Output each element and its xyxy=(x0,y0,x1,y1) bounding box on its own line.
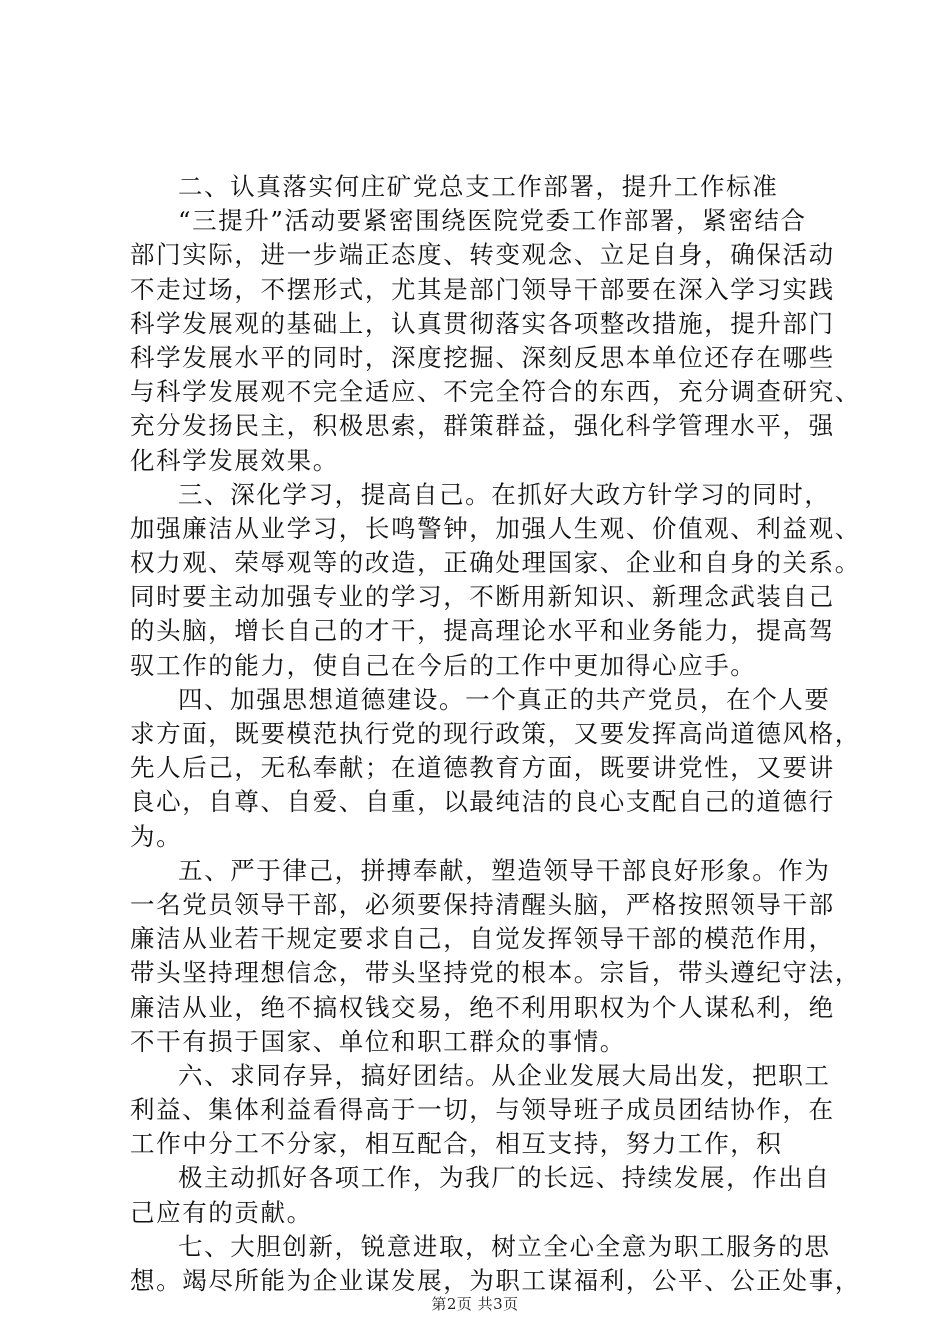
text-line: 科学发展观的基础上，认真贯彻落实各项整改措施，提升部门 xyxy=(130,308,835,338)
text-line: 不走过场，不摆形式，尤其是部门领导干部要在深入学习实践 xyxy=(130,274,835,304)
text-line: 的头脑，增长自己的才干，提高理论水平和业务能力，提高驾 xyxy=(130,616,835,646)
text-line: 先人后己，无私奉献；在道德教育方面，既要讲党性，又要讲 xyxy=(130,753,835,783)
text-line: 一名党员领导干部，必须要保持清醒头脑，严格按照领导干部 xyxy=(130,889,835,919)
text-line: “三提升”活动要紧密围绕医院党委工作部署，紧密结合 xyxy=(178,206,807,236)
text-line: 三、深化学习，提高自己。在抓好大政方针学习的同时， xyxy=(178,479,831,509)
text-line: 六、求同存异，搞好团结。从企业发展大局出发，把职工 xyxy=(178,1060,831,1090)
text-line: 不干有损于国家、单位和职工群众的事情。 xyxy=(130,1026,626,1056)
text-line: 利益、集体利益看得高于一切，与领导班子成员团结协作，在 xyxy=(130,1095,835,1125)
text-line: 己应有的贡献。 xyxy=(130,1197,313,1227)
text-line: 加强廉洁从业学习，长鸣警钟，加强人生观、价值观、利益观、 xyxy=(130,513,861,543)
text-line: 与科学发展观不完全适应、不完全符合的东西，充分调查研究、 xyxy=(130,377,861,407)
text-line: 带头坚持理想信念，带头坚持党的根本。宗旨，带头遵纪守法， xyxy=(130,958,861,988)
document-body xyxy=(130,170,861,1298)
text-line: 为。 xyxy=(130,821,183,851)
text-line: 驭工作的能力，使自己在今后的工作中更加得心应手。 xyxy=(130,650,757,680)
text-line: 充分发扬民主，积极思索，群策群益，强化科学管理水平，强 xyxy=(130,411,835,441)
text-line: 五、严于律己，拼搏奉献，塑造领导干部良好形象。作为 xyxy=(178,855,831,885)
text-line: 廉洁从业，绝不搞权钱交易，绝不利用职权为个人谋私利，绝 xyxy=(130,992,835,1022)
text-line: 七、大胆创新，锐意进取，树立全心全意为职工服务的思 xyxy=(178,1231,831,1261)
text-line: 廉洁从业若干规定要求自己，自觉发挥领导干部的模范作用， xyxy=(130,924,835,954)
text-line: 良心，自尊、自爱、自重，以最纯洁的良心支配自己的道德行 xyxy=(130,787,835,817)
text-line: 求方面，既要模范执行党的现行政策，又要发挥高尚道德风格， xyxy=(130,719,861,748)
text-line: 想。竭尽所能为企业谋发展，为职工谋福利，公平、公正处事， xyxy=(130,1266,861,1295)
text-line: 极主动抓好各项工作，为我厂的长远、持续发展，作出自 xyxy=(178,1163,831,1193)
text-line: 化科学发展效果。 xyxy=(130,445,339,475)
text-line: 四、加强思想道德建设。一个真正的共产党员，在个人要 xyxy=(178,684,831,714)
page-footer: 第2页 共3页 xyxy=(431,1295,519,1313)
text-line: 部门实际，进一步端正态度、转变观念、立足自身，确保活动 xyxy=(130,240,835,270)
text-line: 同时要主动加强专业的学习，不断用新知识、新理念武装自己 xyxy=(130,582,835,612)
text-line: 二、认真落实何庄矿党总支工作部署，提升工作标准 xyxy=(178,172,779,201)
text-line: 科学发展水平的同时，深度挖掘、深刻反思本单位还存在哪些 xyxy=(130,342,835,372)
text-line: 工作中分工不分家，相互配合，相互支持，努力工作，积 xyxy=(130,1129,783,1159)
text-line: 权力观、荣辱观等的改造，正确处理国家、企业和自身的关系。 xyxy=(130,548,861,578)
